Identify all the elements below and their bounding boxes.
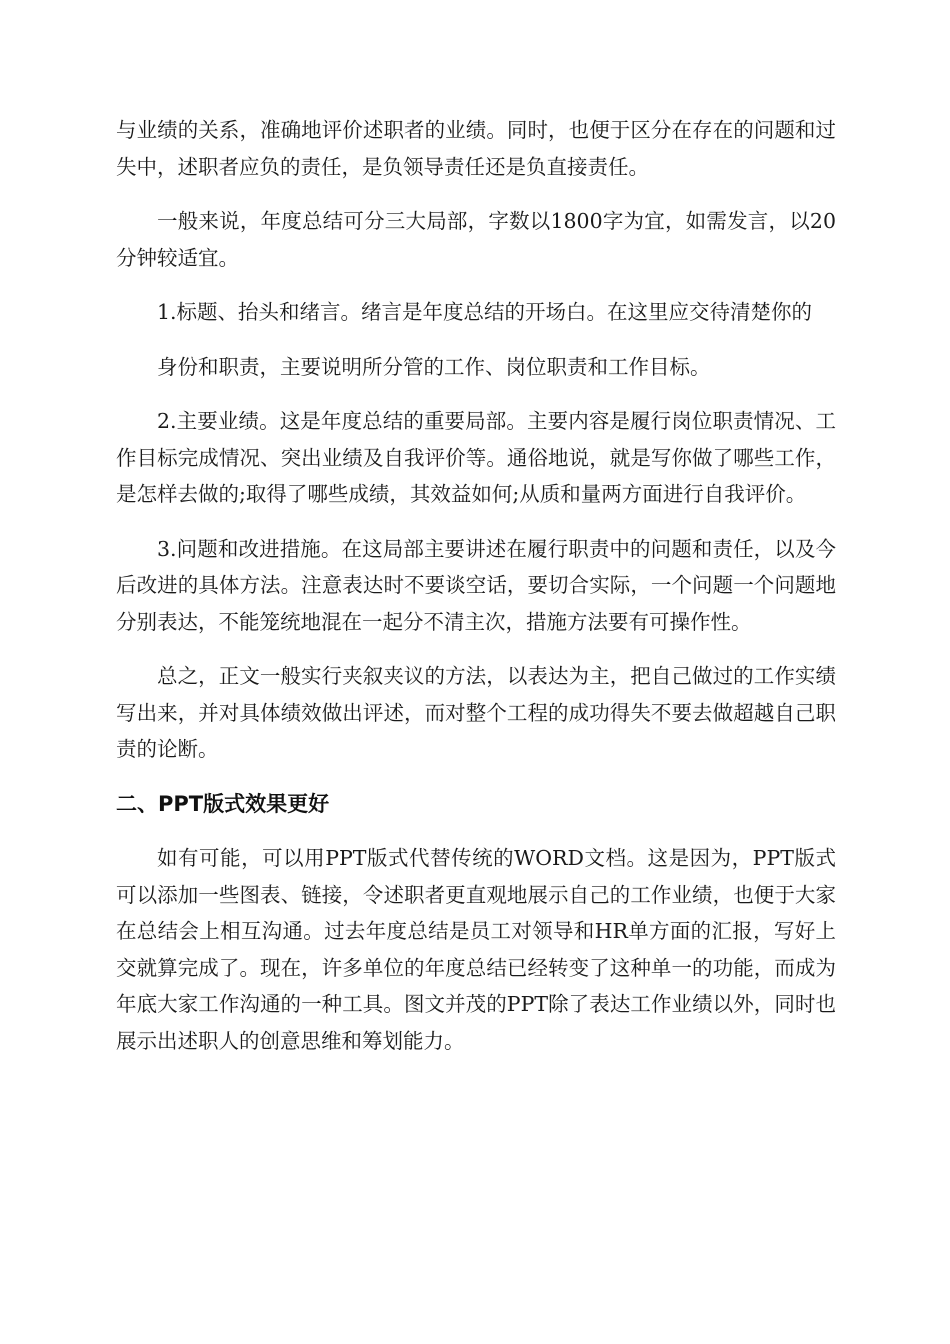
paragraph-item-1-continued: 身份和职责，主要说明所分管的工作、岗位职责和工作目标。 bbox=[157, 354, 711, 379]
paragraph-ppt: 如有可能，可以用PPT版式代替传统的WORD文档。这是因为，PPT版式可以添加一些图表、链接，令述职者更直观地展示自己的工作业绩，也便于大家在总结会上相互沟通。过去年度总结是员工对领导和HR单方面的汇报，写好上交就算完成了。现在，许多单位的年度总结已经转变了这种单一的功能，而成为年底大家工作沟通的一种工具。图文并茂的PPT除了表达工作业绩以外，同时也展示出述职人的创意思维和筹划能力。 bbox=[116, 846, 836, 1053]
paragraph-item-1: 1.标题、抬头和绪言。绪言是年度总结的开场白。在这里应交待清楚你的 bbox=[157, 300, 813, 324]
paragraph-item-3: 3.问题和改进措施。在这局部主要讲述在履行职责中的问题和责任，以及今后改进的具体方法。注意表达时不要谈空话，要切合实际，一个问题一个问题地分别表达，不能笼统地混在一起分不清主次，措施方法要有可操作性。 bbox=[116, 536, 836, 634]
document-body bbox=[116, 112, 836, 1077]
paragraph-item-2: 2.主要业绩。这是年度总结的重要局部。主要内容是履行岗位职责情况、工作目标完成情况、突出业绩及自我评价等。通俗地说，就是写你做了哪些工作，是怎样去做的;取得了哪些成绩，其效益如何;从质和量两方面进行自我评价。 bbox=[116, 409, 836, 506]
paragraph-overview: 一般来说，年度总结可分三大局部，字数以1800字为宜，如需发言，以20分钟较适宜。 bbox=[116, 209, 836, 270]
paragraph-continuation: 与业绩的关系，准确地评价述职者的业绩。同时，也便于区分在存在的问题和过失中，述职者应负的责任，是负领导责任还是负直接责任。 bbox=[116, 118, 836, 179]
paragraph-conclusion: 总之，正文一般实行夹叙夹议的方法，以表达为主，把自己做过的工作实绩写出来，并对具体绩效做出评述，而对整个工程的成功得失不要去做超越自己职责的论断。 bbox=[116, 664, 836, 761]
section-heading: 二、PPT版式效果更好 bbox=[116, 791, 330, 816]
